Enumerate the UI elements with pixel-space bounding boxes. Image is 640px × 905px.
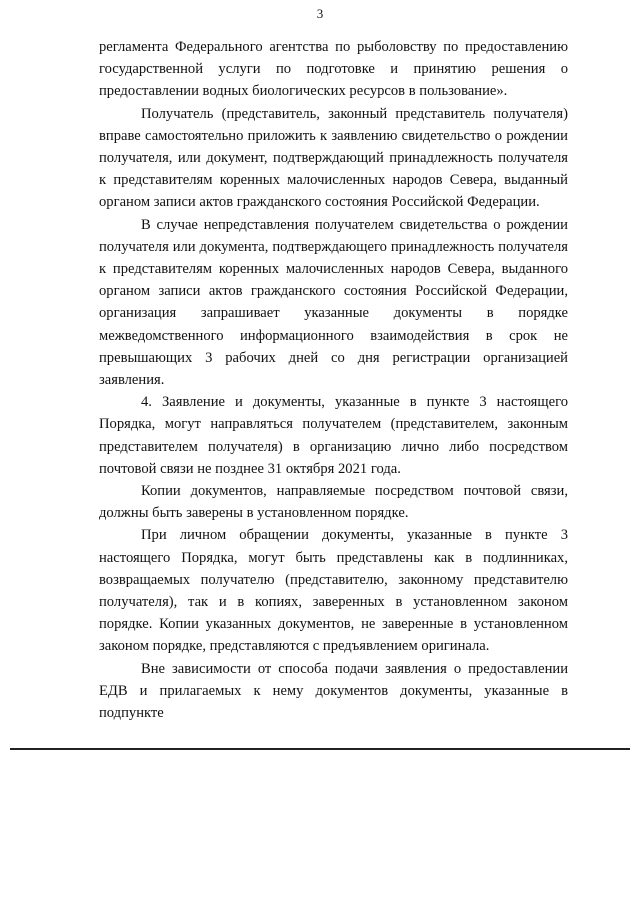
paragraph-regardless-of-method: Вне зависимости от способа подачи заявления о предоставлении ЕДВ и прилагаемых к нему документов документы, указанные в подпункте — [99, 660, 568, 722]
paragraph-regulation-continuation: регламента Федерального агентства по рыболовству по предоставлению государственной услуги по подготовке и принятию решения о предоставлении водных биологических ресурсов в пользование». — [99, 39, 568, 100]
document-body — [99, 36, 568, 724]
paragraph-recipient-documents: Получатель (представитель, законный представитель получателя) вправе самостоятельно приложить к заявлению свидетельство о рождении получателя, или документ, подтверждающий принадлежность получателя к представителям коренных малочисленных народов Севера, выданный органом записи актов гражданского состояния Российской Федерации. — [99, 105, 568, 211]
page-number: 3 — [316, 6, 324, 21]
page-bottom-rule — [10, 748, 630, 750]
paragraph-interagency-request: В случае непредставления получателем свидетельства о рождении получателя или документа, подтверждающего принадлежность получателя к представителям коренных малочисленных народов Севера, выданного органом записи актов гражданского состояния Российской Федерации, организация запрашивает указанные документы в порядке межведомственного информационного взаимодействия в срок не превышающих 3 рабочих дней со дня регистрации организацией заявления. — [99, 216, 568, 389]
paragraph-personal-submission: При личном обращении документы, указанные в пункте 3 настоящего Порядка, могут быть представлены как в подлинниках, возвращаемых получателю (представителю, законному представителю получателя), так и в копиях, заверенных в установленном законом порядке. Копии указанных документов, не заверенные в установленном законом порядке, представляются с предъявлением оригинала. — [99, 527, 568, 655]
paragraph-postal-copies: Копии документов, направляемые посредством почтовой связи, должны быть заверены в установленном порядке. — [99, 483, 568, 522]
paragraph-point-4-submission: 4. Заявление и документы, указанные в пункте 3 настоящего Порядка, могут направляться получателем (представителем, законным представителем получателя) в организацию лично либо посредством почтовой связи не позднее 31 октября 2021 года. — [99, 394, 568, 477]
